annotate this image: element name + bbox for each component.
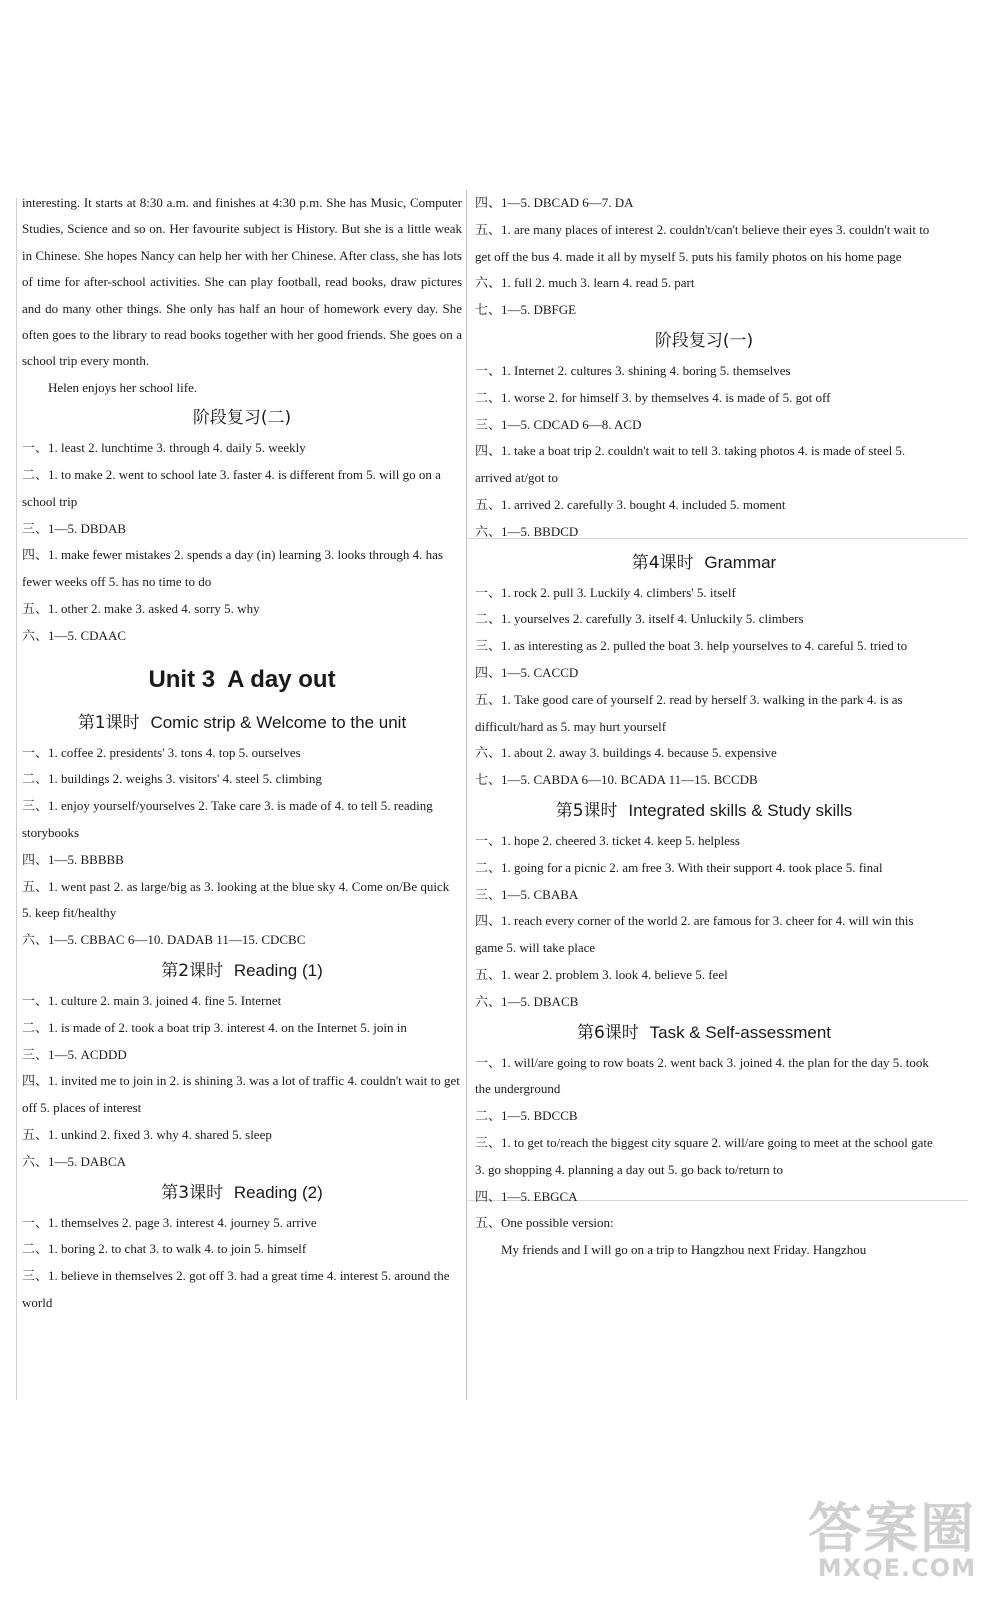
answer-line: 三、1—5. CBABA xyxy=(475,886,579,902)
answer-line: 五、1. wear 2. problem 3. look 4. believe 5. feel xyxy=(475,966,728,982)
answer-line: 三、1—5. CDCAD 6—8. ACD xyxy=(475,416,642,432)
answer-line: 二、1. going for a picnic 2. am free 3. With their support 4. took place 5. final xyxy=(475,859,883,875)
watermark-logo-text: 答案圈 xyxy=(808,1497,976,1560)
answer-line: 四、1—5. DBCAD 6—7. DA xyxy=(475,195,634,210)
lesson1-title xyxy=(22,708,462,738)
unit-name: A day out xyxy=(227,665,336,693)
answer-line: 五、1. arrived 2. carefully 3. bought 4. included 5. moment xyxy=(475,496,786,512)
lesson6-title xyxy=(475,1018,933,1048)
answer-line: 四、1. invited me to join in 2. is shining 3. was a lot of traffic 4. couldn't wait to get off 5. places of interest xyxy=(22,1073,460,1116)
answer-line: 五、1. are many places of interest 2. couldn't/can't believe their eyes 3. couldn't wait to get off the bus 4. made it all by myself 5. puts his family photos on his home page xyxy=(475,221,930,264)
review1-title: 阶段复习(一) xyxy=(654,330,754,351)
answer-line: 三、1. to get to/reach the biggest city square 2. will/are going to meet at the school gate 3. go shopping 4. planning a day out 5. go back to/return to xyxy=(475,1134,933,1177)
answer-line: 三、1. enjoy yourself/yourselves 2. Take care 3. is made of 4. to tell 5. reading storybooks xyxy=(22,798,433,841)
lesson2-title-en: Reading (1) xyxy=(233,961,323,980)
answer-line: 六、1—5. CBBAC 6—10. DADAB 11—15. CDCBC xyxy=(22,932,306,948)
answer-line: 七、1—5. CABDA 6—10. BCADA 11—15. BCCDB xyxy=(475,772,758,788)
answer-line: 三、1—5. ACDDD xyxy=(22,1046,127,1062)
answer-line: 二、1. buildings 2. weighs 3. visitors' 4. steel 5. climbing xyxy=(22,771,322,787)
answer-line: 一、1. rock 2. pull 3. Luckily 4. climbers' 5. itself xyxy=(475,584,736,600)
answer-line: 四、1. take a boat trip 2. couldn't wait to tell 3. taking photos 4. is made of steel 5. arrived at/got to xyxy=(475,443,906,486)
answer-line: 一、1. Internet 2. cultures 3. shining 4. boring 5. themselves xyxy=(475,362,791,378)
lesson3-title xyxy=(22,1178,462,1208)
answer-line: 六、1—5. BBDCD xyxy=(475,523,579,539)
watermark-url: MXQE.COM xyxy=(817,1554,976,1582)
answer-line: 三、1. as interesting as 2. pulled the boat 3. help yourselves to 4. careful 5. tried to xyxy=(475,638,908,654)
answer-line: 五、1. unkind 2. fixed 3. why 4. shared 5. sleep xyxy=(22,1126,272,1142)
answer-line: 二、1. is made of 2. took a boat trip 3. interest 4. on the Internet 5. join in xyxy=(22,1019,407,1035)
essay-start: My friends and I will go on a trip to Hangzhou next Friday. Hangzhou xyxy=(501,1242,867,1258)
answer-line: 六、1—5. DBACB xyxy=(475,993,579,1009)
right-column xyxy=(475,190,933,1264)
answer-line: 二、1. boring 2. to chat 3. to walk 4. to join 5. himself xyxy=(22,1241,307,1257)
left-column xyxy=(22,190,462,1317)
answer-line: 六、1—5. CDAAC xyxy=(22,627,127,643)
lesson3-title-cn: 第3课时 xyxy=(161,1182,224,1203)
lesson1-title-en: Comic strip & Welcome to the unit xyxy=(150,712,407,732)
lesson2-title xyxy=(22,956,462,986)
lesson6-title-en: Task & Self-assessment xyxy=(649,1022,832,1042)
answer-line: 四、1—5. CACCD xyxy=(475,664,579,680)
answer-line: 三、1. believe in themselves 2. got off 3. had a great time 4. interest 5. around the world xyxy=(22,1268,450,1310)
answer-line: 六、1—5. DABCA xyxy=(22,1153,127,1169)
answer-line: 五、1. other 2. make 3. asked 4. sorry 5. why xyxy=(22,601,260,617)
answer-line: 一、1. coffee 2. presidents' 3. tons 4. top 5. ourselves xyxy=(22,744,301,760)
unit-number: Unit 3 xyxy=(148,665,216,693)
answer-line: 一、1. will/are going to row boats 2. went back 3. joined 4. the plan for the day 5. took the underground xyxy=(475,1054,929,1097)
answer-line: 一、1. themselves 2. page 3. interest 4. journey 5. arrive xyxy=(22,1214,317,1230)
answer-line: 四、1. reach every corner of the world 2. are famous for 3. cheer for 4. will win this game 5. will take place xyxy=(475,913,914,956)
answer-line: 四、1—5. EBGCA xyxy=(475,1188,578,1204)
lesson1-title-cn: 第1课时 xyxy=(77,712,140,733)
passage-text: interesting. It starts at 8:30 a.m. and finishes at 4:30 p.m. She has Music, Computer Studies, Science and so on. Her favourite subject is History. But she is a little weak in Chinese. She hopes Nancy can help her with her Chinese. After class, she has lots of time for after-school activities. She can play football, read books, draw pictures and do many other things. She only has half an hour of homework every day. She often goes to the library to read books together with her good friends. She goes on a school trip every month. xyxy=(22,195,462,369)
answer-line: 二、1. yourselves 2. carefully 3. itself 4. Unluckily 5. climbers xyxy=(475,611,804,627)
answer-line: 二、1. to make 2. went to school late 3. faster 4. is different from 5. will go on a school trip xyxy=(22,467,441,509)
answer-line: 四、1. make fewer mistakes 2. spends a day (in) learning 3. looks through 4. has fewer weeks off 5. has no time to do xyxy=(22,547,443,590)
passage-end: Helen enjoys her school life. xyxy=(48,379,198,395)
answer-line: 五、1. went past 2. as large/big as 3. looking at the blue sky 4. Come on/Be quick 5. keep fit/healthy xyxy=(22,878,450,921)
lesson4-title-cn: 第4课时 xyxy=(631,552,694,573)
answer-line: 二、1—5. BDCCB xyxy=(475,1108,578,1124)
lesson3-title-en: Reading (2) xyxy=(233,1182,323,1202)
unit-title xyxy=(22,654,462,706)
answer-line: 六、1. about 2. away 3. buildings 4. because 5. expensive xyxy=(475,745,777,761)
answer-line: 五、1. Take good care of yourself 2. read by herself 3. walking in the park 4. is as difficult/hard as 5. may hurt yourself xyxy=(475,691,903,734)
answer-line: 二、1. worse 2. for himself 3. by themselves 4. is made of 5. got off xyxy=(475,389,831,405)
answer-line: 五、One possible version: xyxy=(475,1215,614,1231)
lesson2-title-cn: 第2课时 xyxy=(161,961,224,981)
answer-line: 一、1. hope 2. cheered 3. ticket 4. keep 5. helpless xyxy=(475,832,740,848)
lesson5-title-en: Integrated skills & Study skills xyxy=(628,800,853,820)
answer-line: 四、1—5. BBBBB xyxy=(22,851,124,867)
answer-line: 一、1. least 2. lunchtime 3. through 4. daily 5. weekly xyxy=(22,440,306,456)
left-margin-rule xyxy=(16,198,17,1400)
lesson5-title-cn: 第5课时 xyxy=(555,800,618,821)
answer-line: 七、1—5. DBFGE xyxy=(475,302,577,318)
lesson4-title-en: Grammar xyxy=(704,552,777,572)
lesson5-title xyxy=(475,796,933,826)
column-divider xyxy=(466,190,467,1400)
answer-line: 三、1—5. DBDAB xyxy=(22,520,127,536)
answer-line: 一、1. culture 2. main 3. joined 4. fine 5. Internet xyxy=(22,993,282,1008)
review2-title: 阶段复习(二) xyxy=(192,408,292,429)
site-watermark xyxy=(808,1497,976,1582)
lesson4-title xyxy=(475,548,933,578)
answer-line: 六、1. full 2. much 3. learn 4. read 5. part xyxy=(475,275,695,291)
lesson6-title-cn: 第6课时 xyxy=(576,1022,639,1043)
